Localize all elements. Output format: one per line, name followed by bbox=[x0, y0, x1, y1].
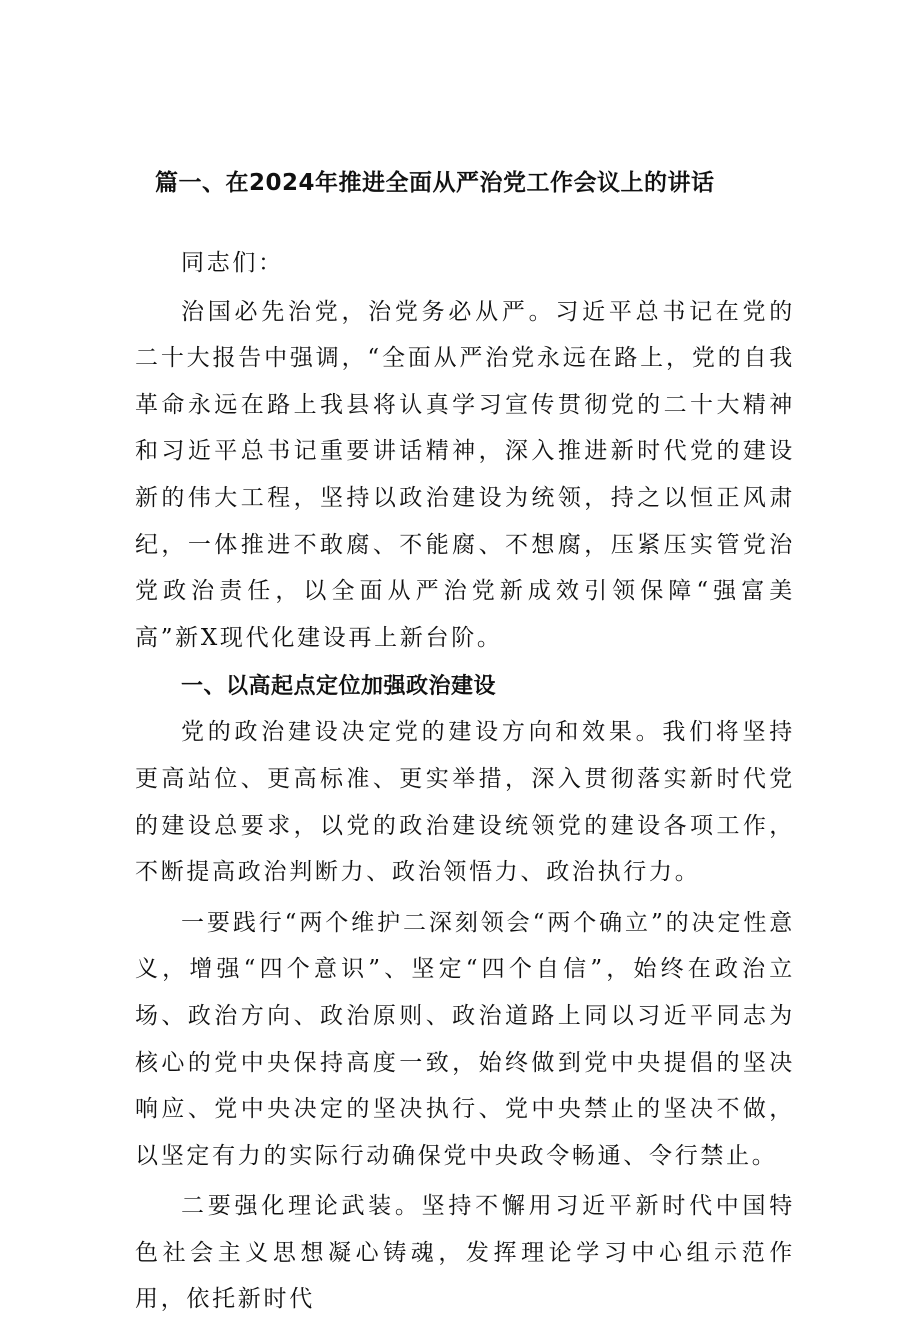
document-title: 篇一、在2024年推进全面从严治党工作会议上的讲话 bbox=[155, 170, 715, 196]
section-heading: 一、以高起点定位加强政治建设 bbox=[181, 674, 497, 700]
body-paragraph: 一要践行“两个维护二深刻领会“两个确立”的决定性意义，增强“四个意识”、坚定“四个自信”，始终在政治立场、政治方向、政治原则、政治道路上同以习近平同志为核心的党中央保持高度一致，始终做到党中央提倡的坚决响应、党中央决定的坚决执行、党中央禁止的坚决不做，以坚定有力的实际行动确保党中央政令畅通、令行禁止。 bbox=[135, 909, 795, 1169]
body-paragraph: 党的政治建设决定党的建设方向和效果。我们将坚持更高站位、更高标准、更实举措，深入贯彻落实新时代党的建设总要求，以党的政治建设统领党的建设各项工作，不断提高政治判断力、政治领悟力、政治执行力。 bbox=[135, 719, 795, 886]
intro-paragraph: 治国必先治党，治党务必从严。习近平总书记在党的二十大报告中强调，“全面从严治党永远在路上，党的自我革命永远在路上我县将认真学习宣传贯彻党的二十大精神和习近平总书记重要讲话精神，深入推进新时代党的建设新的伟大工程，坚持以政治建设为统领，持之以恒正风肃纪，一体推进不敢腐、不能腐、不想腐，压紧压实管党治党政治责任，以全面从严治党新成效引领保障“强富美高”新X现代化建设再上新台阶。 bbox=[135, 298, 795, 651]
salutation: 同志们： bbox=[181, 250, 284, 276]
body-paragraph: 二要强化理论武装。坚持不懈用习近平新时代中国特色社会主义思想凝心铸魂，发挥理论学习中心组示范作用，依托新时代 bbox=[135, 1193, 795, 1313]
document-body bbox=[135, 240, 795, 1323]
